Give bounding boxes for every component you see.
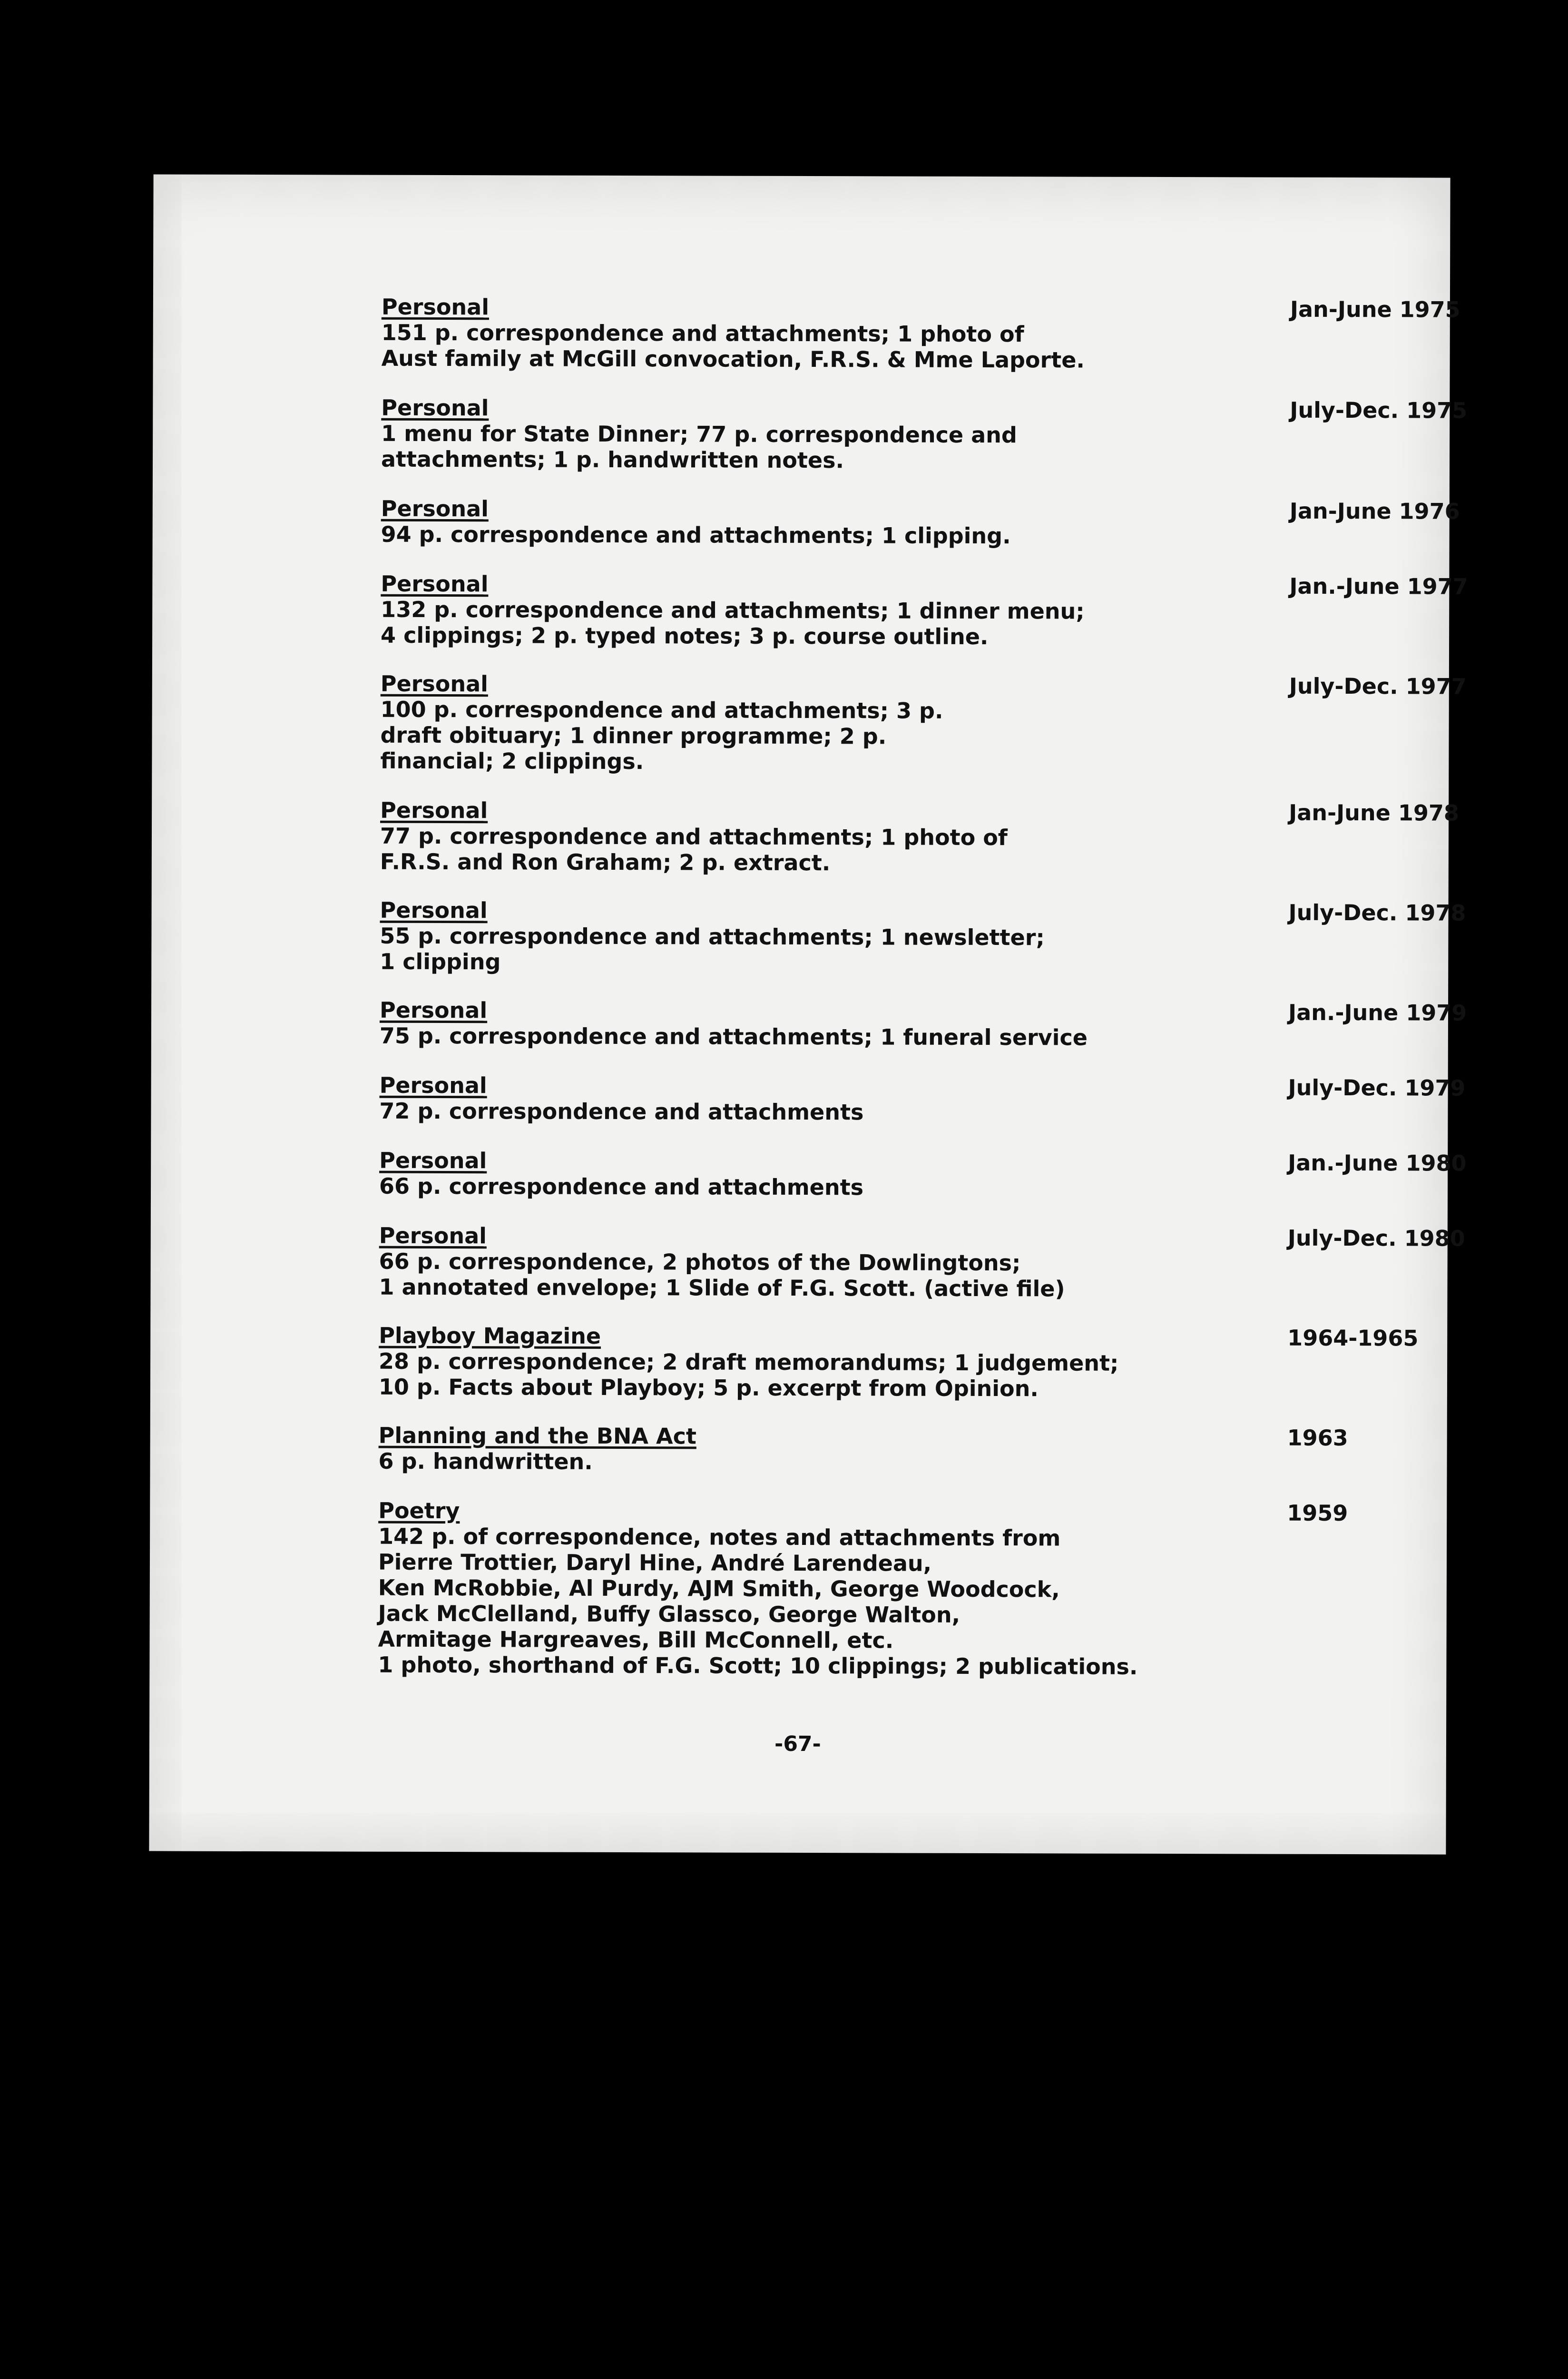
entry-title: Personal bbox=[381, 394, 489, 421]
list-item bbox=[379, 1147, 1467, 1201]
entry-date: 1959 bbox=[1287, 1500, 1348, 1526]
entry-date: July-Dec. 1975 bbox=[1290, 397, 1468, 423]
entry-description: 132 p. correspondence and attachments; 1 dinner menu; 4 clippings; 2 p. typed notes; 3 p. course outline. bbox=[381, 596, 1085, 650]
entry-date: 1963 bbox=[1287, 1425, 1348, 1451]
entry-date: July-Dec. 1978 bbox=[1288, 899, 1466, 926]
entry-title: Personal bbox=[381, 570, 489, 597]
entry-date: July-Dec. 1979 bbox=[1288, 1074, 1466, 1101]
entry-date: Jan-June 1976 bbox=[1289, 498, 1460, 524]
entry-title: Personal bbox=[379, 1222, 487, 1249]
entry-date: Jan.-June 1980 bbox=[1288, 1150, 1467, 1176]
entry-title: Personal bbox=[380, 897, 488, 924]
entry-description: 94 p. correspondence and attachments; 1 clipping. bbox=[381, 521, 1011, 549]
entry-date: July-Dec. 1977 bbox=[1289, 673, 1467, 699]
entry-description: 66 p. correspondence, 2 photos of the Dowlingtons; 1 annotated envelope; 1 Slide of F.G. Scott. (active file) bbox=[379, 1248, 1065, 1302]
entry-title: Personal bbox=[380, 797, 488, 824]
entry-description: 72 p. correspondence and attachments bbox=[379, 1098, 864, 1125]
list-item bbox=[378, 1322, 1419, 1402]
entry-title: Planning and the BNA Act bbox=[378, 1422, 696, 1449]
entry-description: 55 p. correspondence and attachments; 1 newsletter; 1 clipping bbox=[380, 923, 1045, 975]
entry-date: Jan.-June 1979 bbox=[1288, 999, 1467, 1026]
list-item bbox=[378, 1497, 1348, 1680]
list-item bbox=[380, 797, 1460, 876]
entry-description: 6 p. handwritten. bbox=[378, 1448, 593, 1475]
list-item bbox=[381, 495, 1460, 549]
entry-date: Jan-June 1978 bbox=[1289, 799, 1460, 826]
entry-title: Personal bbox=[381, 294, 490, 320]
list-item bbox=[378, 1422, 1348, 1476]
list-item bbox=[379, 1222, 1465, 1302]
entry-date: Jan.-June 1977 bbox=[1289, 573, 1468, 600]
entry-description: 151 p. correspondence and attachments; 1 photo of Aust family at McGill convocation, F.R.S. & Mme Laporte. bbox=[381, 319, 1085, 373]
entry-description: 142 p. of correspondence, notes and attachments from Pierre Trottier, Daryl Hine, André Larendeau, Ken McRobbie, Al Purdy, AJM Smith, George Woodcock, Jack McClelland, Buffy Glassco, George Walton, Armitage Hargreaves, Bill McConnell, etc. 1 photo, shorthand of F.G. Scott; 10 clippings; 2 publications. bbox=[378, 1523, 1138, 1680]
list-item bbox=[381, 294, 1460, 374]
entry-date: July-Dec. 1980 bbox=[1287, 1225, 1465, 1251]
entry-title: Poetry bbox=[378, 1497, 460, 1524]
entry-date: 1964-1965 bbox=[1287, 1325, 1419, 1351]
entry-description: 100 p. correspondence and attachments; 3 p. draft obituary; 1 dinner programme; 2 p. financial; 2 clippings. bbox=[380, 696, 943, 775]
entry-title: Personal bbox=[379, 1147, 487, 1174]
entry-title: Playboy Magazine bbox=[379, 1322, 601, 1349]
entry-title: Personal bbox=[379, 997, 488, 1023]
entry-description: 1 menu for State Dinner; 77 p. correspondence and attachments; 1 p. handwritten notes. bbox=[381, 420, 1017, 473]
list-item bbox=[379, 997, 1467, 1051]
entry-description: 28 p. correspondence; 2 draft memorandums; 1 judgement; 10 p. Facts about Playboy; 5 p. excerpt from Opinion. bbox=[378, 1348, 1119, 1402]
entry-description: 75 p. correspondence and attachments; 1 funeral service bbox=[379, 1022, 1088, 1051]
list-item bbox=[379, 1072, 1466, 1126]
entry-description: 66 p. correspondence and attachments bbox=[379, 1173, 864, 1200]
entry-list bbox=[378, 294, 1468, 1680]
document-page bbox=[149, 174, 1468, 1854]
list-item bbox=[381, 394, 1468, 474]
entry-date: Jan-June 1975 bbox=[1290, 296, 1460, 323]
page-number: -67- bbox=[774, 1731, 821, 1757]
entry-title: Personal bbox=[381, 495, 489, 522]
list-item bbox=[381, 570, 1468, 650]
entry-title: Personal bbox=[380, 670, 489, 697]
entry-description: 77 p. correspondence and attachments; 1 photo of F.R.S. and Ron Graham; 2 p. extract. bbox=[380, 823, 1008, 876]
list-item bbox=[380, 897, 1466, 976]
entry-title: Personal bbox=[379, 1072, 487, 1099]
list-item bbox=[380, 670, 1467, 776]
